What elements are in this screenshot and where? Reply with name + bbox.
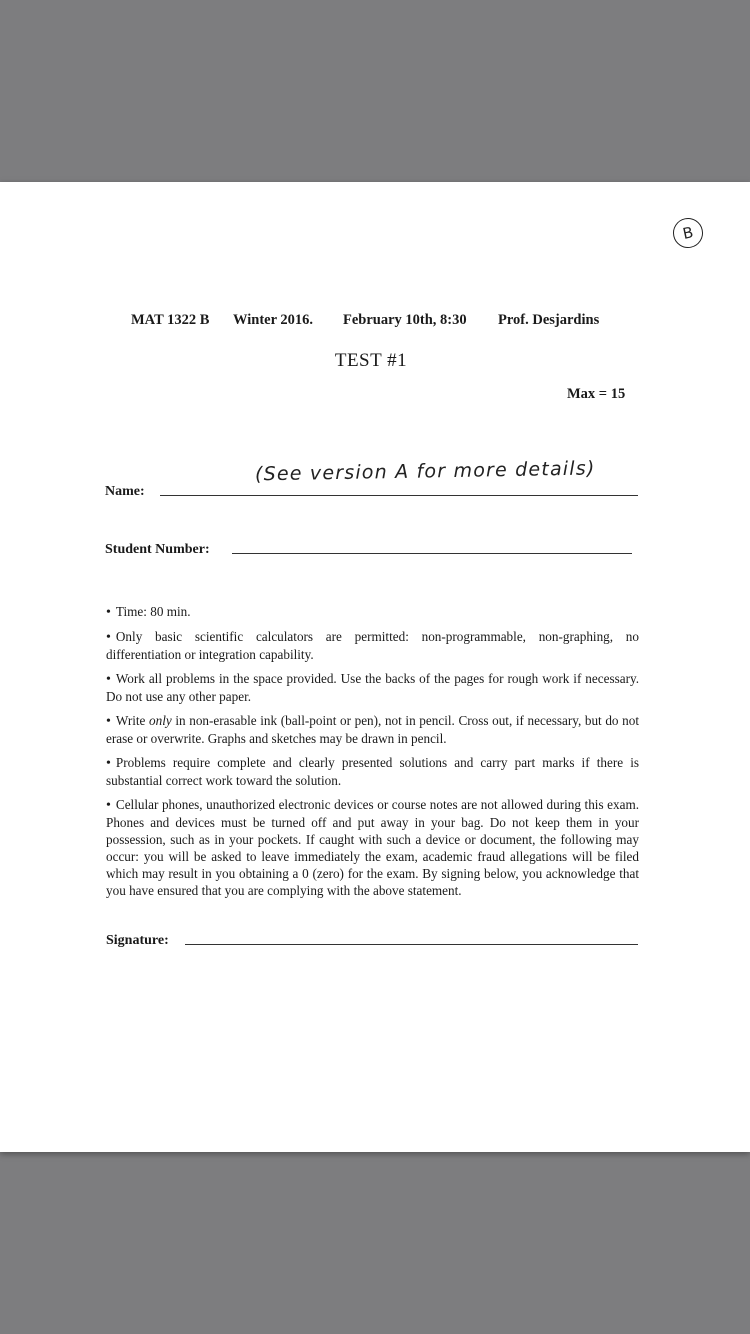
professor: Prof. Desjardins — [498, 312, 600, 328]
bullet-icon: • — [106, 756, 111, 771]
exam-page — [0, 182, 750, 1152]
instruction-item — [106, 670, 639, 705]
exam-header — [131, 312, 599, 329]
bullet-icon: • — [106, 605, 111, 620]
name-label: Name: — [105, 484, 145, 499]
bullet-icon: • — [106, 630, 111, 645]
instruction-item — [106, 628, 639, 663]
instruction-text: Time: 80 min. — [115, 604, 191, 619]
instruction-text: in non-erasable ink (ball-point or pen), not in pencil. Cross out, if necessary, but do not erase or overwrite. Graphs and sketches may be drawn in pencil. — [106, 713, 639, 746]
student-number-label: Student Number: — [105, 542, 210, 557]
version-mark: B — [670, 215, 706, 251]
course-code: MAT 1322 B — [131, 312, 210, 328]
instructions-list — [106, 603, 639, 906]
instruction-text: Work all problems in the space provided. Use the backs of the pages for rough work if necessary. Do not use any other paper. — [106, 671, 639, 704]
instruction-item — [106, 603, 639, 621]
instruction-text: Write — [115, 713, 150, 728]
max-score: Max = 15 — [567, 386, 626, 402]
instruction-item — [106, 712, 639, 747]
student-number-field-line[interactable] — [232, 553, 632, 554]
instruction-text: Only basic scientific calculators are permitted: non-programmable, non-graphing, no differentiation or integration capability. — [106, 629, 639, 662]
bullet-icon: • — [106, 672, 111, 687]
instruction-item — [106, 796, 639, 899]
instruction-text: Cellular phones, unauthorized electronic devices or course notes are not allowed during this exam. Phones and devices must be turned off and put away in your bag. Do not keep them in your possession, such as in your pockets. If caught with such a device or document, the following may occur: you will be asked to leave immediately the exam, academic fraud allegations will be filed which may result in you obtaining a 0 (zero) for the exam. By signing below, you acknowledge that you have ensured that you are complying with the above statement. — [106, 797, 639, 898]
instruction-text: Problems require complete and clearly presented solutions and carry part marks if there is substantial correct work toward the solution. — [106, 755, 639, 788]
signature-label: Signature: — [106, 933, 169, 948]
bullet-icon: • — [106, 798, 111, 813]
instruction-item — [106, 754, 639, 789]
instruction-emphasis: only — [149, 713, 172, 728]
name-handwritten-note: (See version A for more details) — [254, 457, 596, 486]
exam-date: February 10th, 8:30 — [343, 312, 467, 328]
test-title: TEST #1 — [334, 350, 408, 371]
signature-field-line[interactable] — [185, 944, 638, 945]
name-field-line[interactable] — [160, 495, 638, 496]
bullet-icon: • — [106, 714, 111, 729]
term: Winter 2016. — [233, 312, 314, 328]
